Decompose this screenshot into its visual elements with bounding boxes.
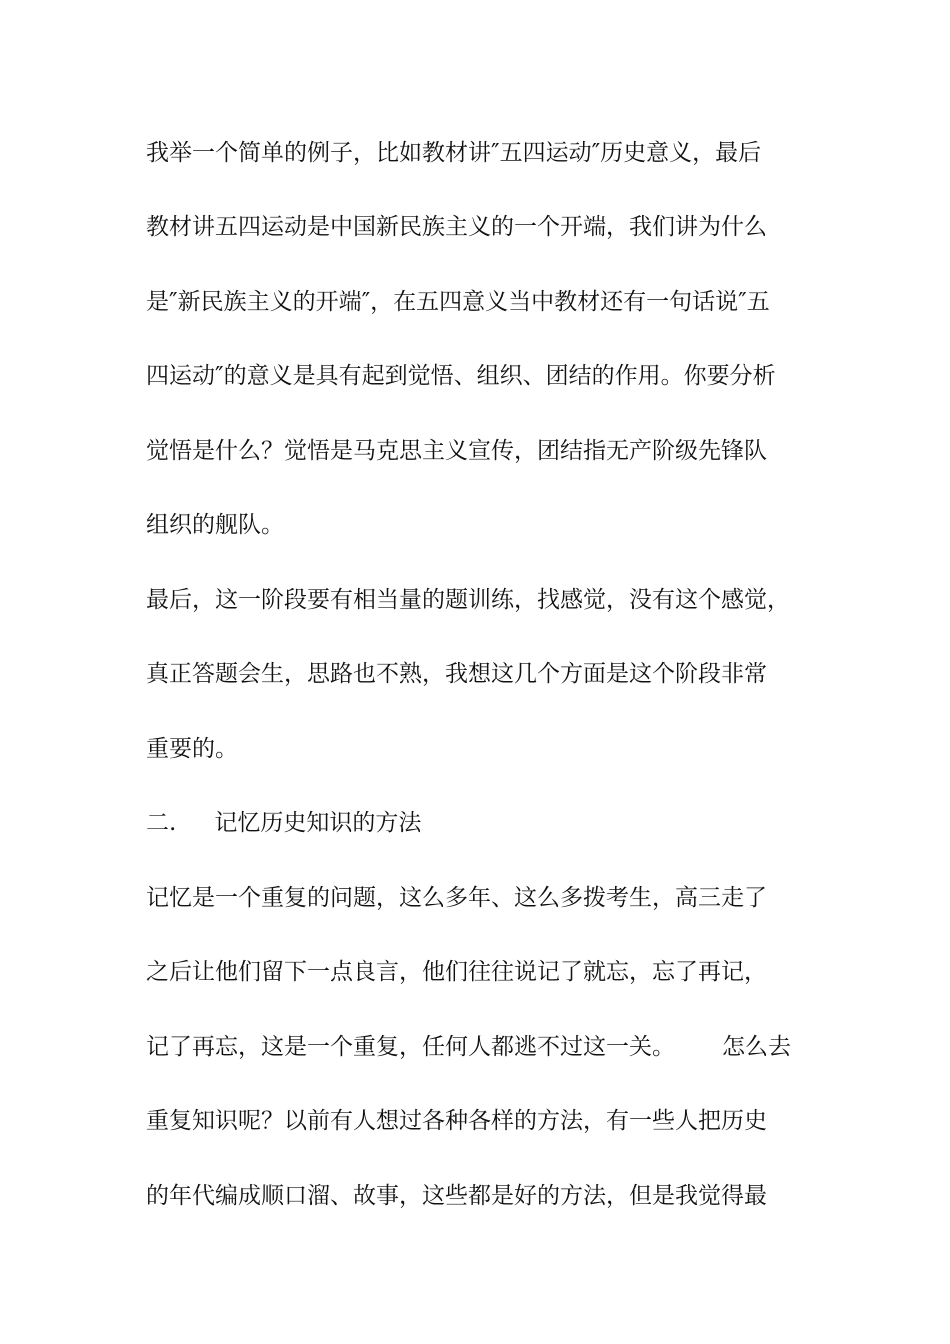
paragraph-1-line-3: 是″新民族主义的开端″，在五四意义当中教材还有一句话说″五 [146, 289, 770, 315]
paragraph-3-line-3-tail: 怎么去 [722, 1034, 791, 1060]
paragraph-3-line-5: 的年代编成顺口溜、故事，这些都是好的方法，但是我觉得最 [146, 1183, 767, 1209]
paragraph-1-line-6: 组织的舰队。 [146, 512, 284, 538]
paragraph-1-line-1: 我举一个简单的例子，比如教材讲″五四运动″历史意义，最后 [146, 140, 762, 166]
paragraph-3-line-1: 记忆是一个重复的问题，这么多年、这么多拨考生，高三走了 [146, 885, 767, 911]
section-heading [146, 808, 421, 838]
paragraph-2-line-2: 真正答题会生，思路也不熟，我想这几个方面是这个阶段非常 [146, 661, 767, 687]
paragraph-3-line-4: 重复知识呢？以前有人想过各种各样的方法，有一些人把历史 [146, 1108, 767, 1134]
paragraph-3-line-3-text: 记了再忘，这是一个重复，任何人都逃不过这一关。 [146, 1034, 675, 1060]
paragraph-1-line-4: 四运动″的意义是具有起到觉悟、组织、团结的作用。你要分析 [146, 363, 776, 389]
section-number: 二. [146, 810, 177, 836]
section-title: 记忆历史知识的方法 [214, 810, 422, 836]
paragraph-3-line-2: 之后让他们留下一点良言，他们往往说记了就忘，忘了再记， [146, 959, 767, 985]
paragraph-2-line-3: 重要的。 [146, 736, 238, 762]
paragraph-1-line-5: 觉悟是什么？觉悟是马克思主义宣传，团结指无产阶级先锋队 [146, 438, 767, 464]
paragraph-1-line-2: 教材讲五四运动是中国新民族主义的一个开端，我们讲为什么 [146, 214, 767, 240]
paragraph-3-line-3 [146, 1032, 791, 1062]
paragraph-2-line-1: 最后，这一阶段要有相当量的题训练，找感觉，没有这个感觉， [146, 587, 790, 613]
